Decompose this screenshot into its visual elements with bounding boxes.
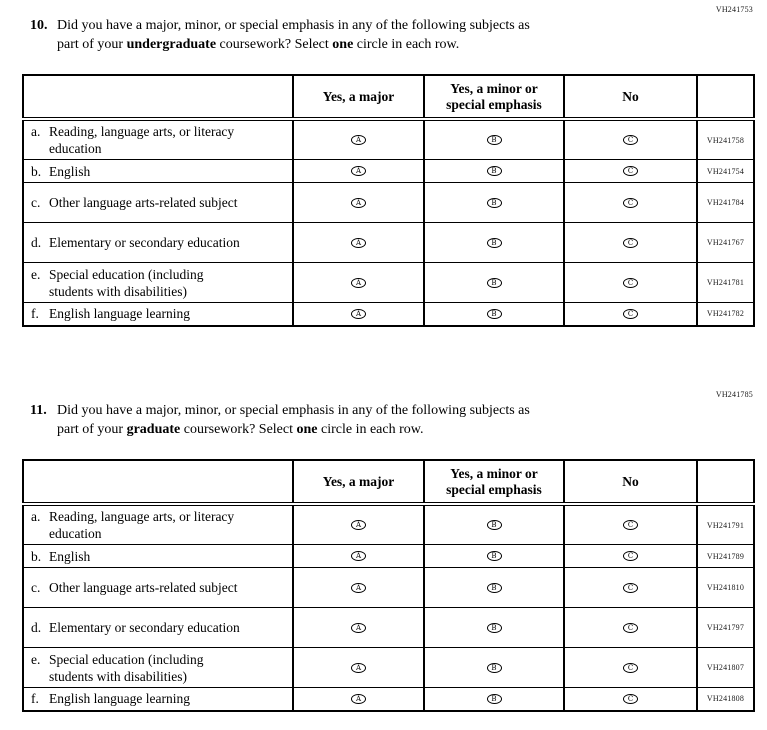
row-code: VH241791 — [697, 504, 754, 545]
answer-oval-c[interactable]: C — [623, 198, 638, 208]
answer-oval-c[interactable]: C — [623, 663, 638, 673]
row-letter: d. — [31, 235, 42, 250]
answer-oval-a[interactable]: A — [351, 520, 366, 530]
row-code: VH241807 — [697, 648, 754, 688]
question-11 — [30, 401, 530, 439]
question-10-line1: Did you have a major, minor, or special emphasis in any of the following subjects as — [57, 18, 530, 33]
table-row — [23, 183, 754, 223]
header-code-blank — [697, 75, 754, 119]
table-row — [23, 263, 754, 303]
question-11-text — [57, 401, 530, 439]
table-row — [23, 545, 754, 568]
row-label: Reading, language arts, or literacy education — [49, 509, 235, 541]
question-11-line2-post: circle in each row. — [317, 422, 424, 437]
answer-oval-a[interactable]: A — [351, 583, 366, 593]
question-10-number: 10. — [30, 18, 48, 33]
header-yes-major: Yes, a major — [293, 75, 424, 119]
row-letter: c. — [31, 580, 41, 595]
question-10-form-code: VH241753 — [715, 5, 753, 14]
row-letter: a. — [31, 509, 41, 524]
row-letter: b. — [31, 163, 42, 179]
answer-oval-a[interactable]: A — [351, 309, 366, 319]
answer-oval-b[interactable]: B — [487, 583, 502, 593]
answer-oval-c[interactable]: C — [623, 238, 638, 248]
row-letter: f. — [31, 691, 39, 707]
row-code: VH241810 — [697, 568, 754, 608]
answer-oval-b[interactable]: B — [487, 309, 502, 319]
answer-oval-a[interactable]: A — [351, 166, 366, 176]
question-10-text — [57, 16, 530, 54]
header-row — [23, 75, 754, 119]
row-code: VH241781 — [697, 263, 754, 303]
table-row — [23, 568, 754, 608]
answer-oval-c[interactable]: C — [623, 166, 638, 176]
question-11-line2-pre: part of your — [57, 422, 127, 437]
row-letter: e. — [31, 266, 41, 282]
answer-oval-c[interactable]: C — [623, 694, 638, 704]
question-10-emphasis-word: undergraduate — [126, 37, 217, 52]
answer-oval-b[interactable]: B — [487, 135, 502, 145]
question-10-line2-pre: part of your — [57, 37, 127, 52]
answer-oval-c[interactable]: C — [623, 309, 638, 319]
question-11-line1: Did you have a major, minor, or special emphasis in any of the following subjects as — [57, 403, 530, 418]
row-code: VH241784 — [697, 183, 754, 223]
answer-oval-a[interactable]: A — [351, 238, 366, 248]
answer-oval-c[interactable]: C — [623, 583, 638, 593]
row-label: Special education (including students with disabilities) — [49, 651, 204, 684]
question-10-one-word: one — [332, 37, 354, 52]
question-11-table — [22, 459, 755, 712]
answer-oval-b[interactable]: B — [487, 166, 502, 176]
question-10-table — [22, 74, 755, 327]
question-10 — [30, 16, 530, 54]
row-letter: e. — [31, 651, 41, 667]
row-label: Elementary or secondary education — [49, 620, 240, 635]
table-row — [23, 504, 754, 545]
row-code: VH241797 — [697, 608, 754, 648]
row-code: VH241789 — [697, 545, 754, 568]
answer-oval-b[interactable]: B — [487, 663, 502, 673]
row-label: Elementary or secondary education — [49, 235, 240, 250]
answer-oval-c[interactable]: C — [623, 135, 638, 145]
answer-oval-b[interactable]: B — [487, 278, 502, 288]
row-label: Other language arts-related subject — [49, 580, 238, 595]
table-row — [23, 648, 754, 688]
answer-oval-a[interactable]: A — [351, 694, 366, 704]
header-blank — [23, 75, 293, 119]
answer-oval-c[interactable]: C — [623, 520, 638, 530]
question-10-line2-mid: coursework? Select — [216, 37, 333, 52]
row-code: VH241808 — [697, 688, 754, 711]
table-row — [23, 303, 754, 326]
row-label: English — [49, 163, 91, 179]
question-11-emphasis-word: graduate — [126, 422, 181, 437]
row-code: VH241782 — [697, 303, 754, 326]
question-11-one-word: one — [296, 422, 318, 437]
answer-oval-b[interactable]: B — [487, 198, 502, 208]
table-row — [23, 119, 754, 160]
table-row — [23, 608, 754, 648]
answer-oval-b[interactable]: B — [487, 238, 502, 248]
row-label: Other language arts-related subject — [49, 195, 238, 210]
answer-oval-b[interactable]: B — [487, 623, 502, 633]
answer-oval-a[interactable]: A — [351, 278, 366, 288]
answer-oval-a[interactable]: A — [351, 663, 366, 673]
answer-oval-b[interactable]: B — [487, 551, 502, 561]
header-no: No — [564, 75, 697, 119]
header-no: No — [564, 460, 697, 504]
header-yes-minor: Yes, a minor or special emphasis — [424, 75, 564, 119]
row-label: English language learning — [49, 691, 190, 707]
answer-oval-c[interactable]: C — [623, 623, 638, 633]
row-letter: a. — [31, 124, 41, 139]
answer-oval-a[interactable]: A — [351, 623, 366, 633]
question-10-line2-post: circle in each row. — [353, 37, 460, 52]
row-letter: c. — [31, 195, 41, 210]
header-row — [23, 460, 754, 504]
table-row — [23, 688, 754, 711]
row-label: Special education (including students with disabilities) — [49, 266, 204, 299]
question-11-form-code: VH241785 — [715, 390, 753, 399]
header-blank — [23, 460, 293, 504]
answer-oval-c[interactable]: C — [623, 278, 638, 288]
header-code-blank — [697, 460, 754, 504]
row-label: English language learning — [49, 306, 190, 322]
answer-oval-c[interactable]: C — [623, 551, 638, 561]
answer-oval-b[interactable]: B — [487, 694, 502, 704]
answer-oval-a[interactable]: A — [351, 551, 366, 561]
table-row — [23, 223, 754, 263]
answer-oval-a[interactable]: A — [351, 198, 366, 208]
row-label: English — [49, 548, 91, 564]
question-11-number: 11. — [30, 403, 47, 418]
row-code: VH241767 — [697, 223, 754, 263]
header-yes-major: Yes, a major — [293, 460, 424, 504]
row-letter: b. — [31, 548, 42, 564]
answer-oval-b[interactable]: B — [487, 520, 502, 530]
row-letter: f. — [31, 306, 39, 322]
row-letter: d. — [31, 620, 42, 635]
row-label: Reading, language arts, or literacy education — [49, 124, 235, 156]
table-row — [23, 160, 754, 183]
header-yes-minor: Yes, a minor or special emphasis — [424, 460, 564, 504]
question-11-line2-mid: coursework? Select — [180, 422, 297, 437]
answer-oval-a[interactable]: A — [351, 135, 366, 145]
row-code: VH241758 — [697, 119, 754, 160]
row-code: VH241754 — [697, 160, 754, 183]
